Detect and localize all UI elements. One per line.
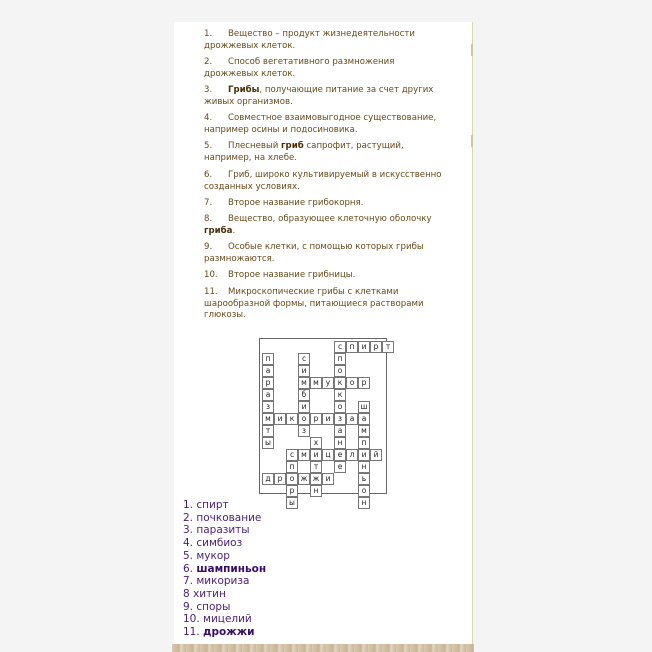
crossword-cell: ы [262, 437, 274, 449]
crossword-cell: и [298, 365, 310, 377]
answer-item: 10. мицелий [183, 613, 252, 626]
crossword-cell: о [346, 377, 358, 389]
answer-list [183, 499, 443, 639]
crossword-cell: р [358, 377, 370, 389]
clue-number: 11. [204, 287, 218, 297]
crossword-cell: п [358, 437, 370, 449]
answer-item: 11. дрожжи [183, 626, 255, 639]
crossword-cell: а [346, 413, 358, 425]
crossword-cell: и [298, 401, 310, 413]
crossword-cell: н [358, 497, 370, 509]
clue-number: 3. [204, 85, 213, 95]
answer-item: 4. симбиоз [183, 537, 243, 550]
crossword-cell: и [322, 473, 334, 485]
clue-number: 6. [204, 170, 213, 180]
crossword-cell: н [310, 485, 322, 497]
clue-number: 7. [204, 198, 213, 208]
crossword-cell: о [298, 413, 310, 425]
crossword-cell: л [346, 449, 358, 461]
clue-item: 4. Совместное взаимовыгодное существование, например осины и подосиновика. [204, 113, 437, 135]
crossword-cell: т [262, 425, 274, 437]
crossword-cell: о [334, 401, 346, 413]
crossword-cell: ц [322, 449, 334, 461]
clue-item: 6. Гриб, широко культивируемый в искусственно созданных условиях. [204, 170, 442, 192]
crossword-cell: к [334, 377, 346, 389]
clue-item: 1. Вещество – продукт жизнедеятельности дрожжевых клеток. [204, 29, 415, 51]
crossword-cell: м [298, 377, 310, 389]
crossword-cell: з [298, 425, 310, 437]
crossword-cell: а [262, 365, 274, 377]
clue-number: 5. [204, 141, 213, 151]
crossword-cell: е [334, 461, 346, 473]
crossword-cell: б [298, 389, 310, 401]
clue-number: 9. [204, 242, 213, 252]
crossword-cell: р [286, 485, 298, 497]
crossword-cell: з [262, 401, 274, 413]
clue-item: 7. Второе название грибокорня. [204, 198, 364, 208]
crossword-cell: и [310, 449, 322, 461]
clue-item: 11. Микроскопические грибы с клетками шарообразной формы, питающиеся растворами глюкозы. [204, 287, 424, 320]
crossword-cell: ь [358, 473, 370, 485]
answer-item: 9. споры [183, 600, 231, 613]
crossword-cell: т [382, 341, 394, 353]
clue-item: 10. Второе название грибницы. [204, 270, 356, 280]
margin-marker [471, 44, 473, 56]
crossword-cell: з [334, 413, 346, 425]
crossword-cell: и [358, 341, 370, 353]
crossword-cell: а [358, 413, 370, 425]
crossword-cell: п [346, 341, 358, 353]
answer-item: 3. паразиты [183, 524, 250, 537]
crossword-cell: м [358, 425, 370, 437]
crossword-cell: м [310, 377, 322, 389]
answer-item: 1. спирт [183, 499, 229, 511]
crossword-cell: х [310, 437, 322, 449]
crossword-cell: р [310, 413, 322, 425]
crossword-cell: р [262, 377, 274, 389]
crossword-cell: р [370, 341, 382, 353]
answer-item: 2. почкование [183, 511, 262, 524]
crossword-cell: и [322, 413, 334, 425]
document-page [174, 22, 473, 652]
clue-item: 3. Грибы, получающие питание за счет других живых организмов. [204, 85, 434, 107]
crossword-cell: д [262, 473, 274, 485]
crossword-cell: и [274, 413, 286, 425]
crossword-cell: ш [358, 401, 370, 413]
clue-number: 1. [204, 29, 213, 39]
crossword-cell: у [322, 377, 334, 389]
crossword-cell: н [358, 461, 370, 473]
margin-marker [471, 135, 473, 147]
crossword-cell: и [358, 449, 370, 461]
crossword-cell: о [286, 473, 298, 485]
crossword-cell: с [286, 449, 298, 461]
clue-item: 9. Особые клетки, с помощью которых грибы размножаются. [204, 242, 424, 264]
crossword-cell: а [334, 425, 346, 437]
crossword-cell: ж [310, 473, 322, 485]
crossword-cell: с [298, 353, 310, 365]
crossword-grid [259, 338, 391, 507]
answer-item: 5. мукор [183, 549, 230, 562]
page-bottom-edge [172, 644, 474, 652]
crossword-cell: п [286, 461, 298, 473]
clue-number: 10. [204, 270, 218, 280]
crossword-cell: м [262, 413, 274, 425]
answer-item: 8 хитин [183, 587, 226, 600]
crossword-cell: ж [298, 473, 310, 485]
answer-item: 6. шампиньон [183, 562, 267, 575]
clue-item: 8. Вещество, образующее клеточную оболочку гриба. [204, 214, 432, 236]
crossword-cell: т [310, 461, 322, 473]
crossword-cell: к [286, 413, 298, 425]
crossword-cell: п [334, 353, 346, 365]
crossword-cell: е [334, 449, 346, 461]
crossword-cell: а [262, 389, 274, 401]
crossword-cell: ы [286, 497, 298, 509]
crossword-cell: о [358, 485, 370, 497]
clue-item: 5. Плесневый гриб сапрофит, растущий, например, на хлебе. [204, 141, 404, 163]
crossword-cell: к [334, 389, 346, 401]
clue-number: 2. [204, 57, 213, 67]
clue-number: 4. [204, 113, 213, 123]
crossword-cell: н [334, 437, 346, 449]
clue-item: 2. Способ вегетативного размножения дрожжевых клеток. [204, 57, 395, 79]
crossword-cell: й [370, 449, 382, 461]
clue-number: 8. [204, 214, 213, 224]
crossword-cell: п [262, 353, 274, 365]
answer-item: 7. микориза [183, 575, 250, 588]
crossword-cell: с [334, 341, 346, 353]
crossword-cell: о [334, 365, 346, 377]
crossword-cell: м [298, 449, 310, 461]
crossword-cell: р [274, 473, 286, 485]
